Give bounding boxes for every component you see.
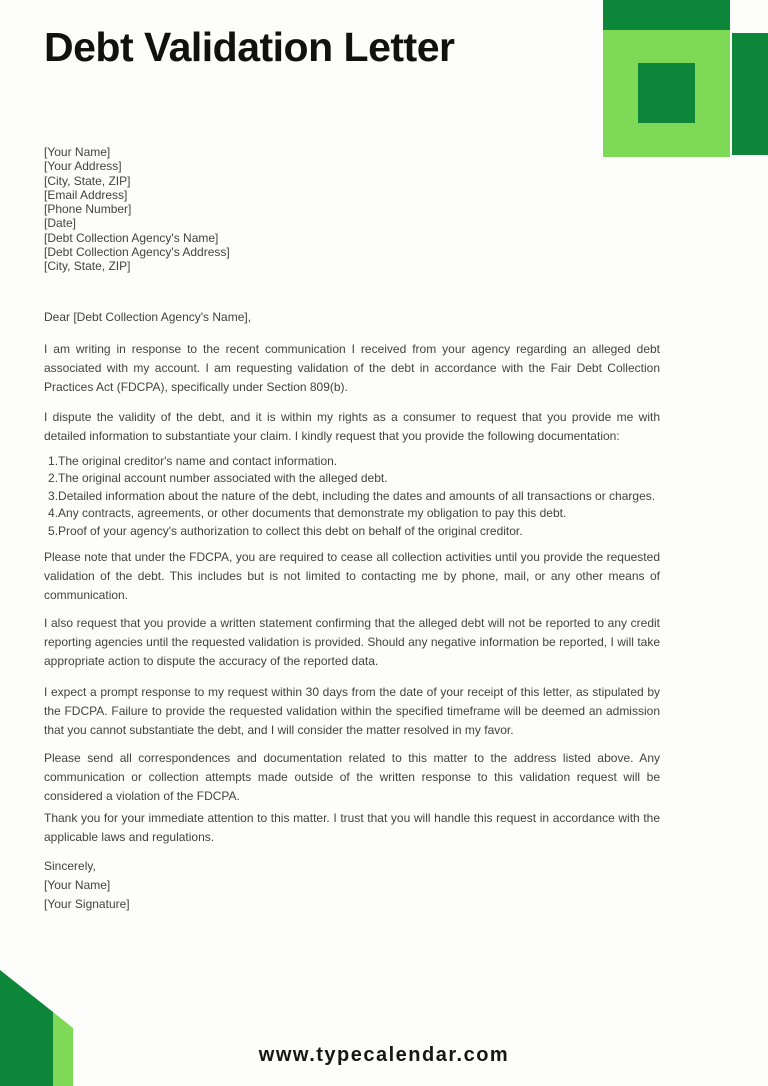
sender-line: [Debt Collection Agency's Address] [44,245,230,260]
sender-line: [Debt Collection Agency's Name] [44,230,219,245]
closing-line: Sincerely, [44,859,96,874]
ornament-light-square [603,30,730,157]
body-paragraph: Please note that under the FDCPA, you are required to cease all collection activities until you provide the requested validation of the debt. This includes but is not limited to contacting me by phone, mail, or any other means of communication. [44,550,660,603]
sender-line: [Phone Number] [44,202,132,217]
ornament-bar-right [732,33,768,155]
page-title: Debt Validation Letter [44,24,455,70]
list-item: Detailed information about the nature of the debt, including the dates and amounts of all transactions or charges. [58,488,656,503]
list-item: Any contracts, agreements, or other documents that demonstrate my obligation to pay this debt. [58,506,567,521]
closing-block [44,857,660,914]
letter-body [44,145,660,914]
body-paragraph: I am writing in response to the recent communication I received from your agency regarding an alleged debt associated with my account. I am requesting validation of the debt in accordance with the Fair Debt Collection Practices Act (FDCPA), specifically under Section 809(b). [44,341,660,394]
list-item: Proof of your agency's authorization to collect this debt on behalf of the original creditor. [58,523,523,538]
body-paragraph: I dispute the validity of the debt, and it is within my rights as a consumer to request that you provide me with detailed information to substantiate your claim. I kindly request that you provide the following documentation: [44,409,660,443]
requested-documents-list [44,453,660,541]
salutation: Dear [Debt Collection Agency's Name], [44,309,252,324]
sender-line: [City, State, ZIP] [44,259,131,274]
body-paragraph: I also request that you provide a written statement confirming that the alleged debt will not be reported to any credit reporting agencies until the requested validation is provided. Should any negative information be reported, I will take appropriate action to dispute the accuracy of the reported data. [44,616,660,669]
site-footer: www.typecalendar.com [258,1044,510,1066]
closing-line: [Your Signature] [44,897,130,912]
bottom-left-ornament [0,960,80,1086]
body-paragraph: I expect a prompt response to my request within 30 days from the date of your receipt of this letter, as stipulated by the FDCPA. Failure to provide the requested validation within the specified timeframe will be deemed an admission that you cannot substantiate the debt, and I will consider the matter resolved in my favor. [44,685,660,738]
sender-line: [City, State, ZIP] [44,173,131,188]
list-item: The original creditor's name and contact information. [58,453,338,468]
closing-line: [Your Name] [44,878,111,893]
sender-line: [Date] [44,216,77,231]
sender-line: [Your Address] [44,159,122,174]
body-paragraph: Please send all correspondences and documentation related to this matter to the address listed above. Any communication or collection attempts made outside of the written response to this validation request will be considered a violation of the FDCPA. [44,751,660,804]
list-item: The original account number associated with the alleged debt. [58,471,388,486]
sender-line: [Your Name] [44,145,111,159]
ornament-inner-square [638,63,695,123]
sender-line: [Email Address] [44,187,128,202]
sender-address-block [44,145,660,274]
ornament-bar-top [603,0,730,30]
body-paragraph: Thank you for your immediate attention to this matter. I trust that you will handle this request in accordance with the applicable laws and regulations. [44,811,660,845]
ornament-dark-wedge [0,970,53,1086]
